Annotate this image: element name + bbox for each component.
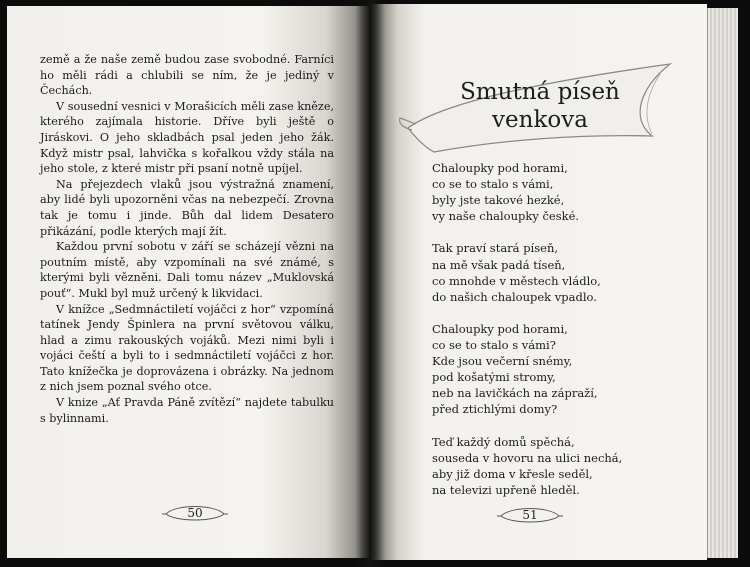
poem-line: pod košatými stromy, [432, 370, 556, 385]
poem-line: na mě však padá tíseň, [432, 257, 566, 272]
poem-stanza [432, 321, 682, 418]
page-number-left [160, 500, 230, 526]
page-edges [707, 8, 738, 558]
poem-line: Chaloupky pod horami, [432, 321, 568, 336]
poem-line: Kde jsou večerní snémy, [432, 354, 573, 369]
poem-text [432, 160, 682, 514]
poem-line: co se to stalo s vámi? [432, 338, 556, 353]
body-paragraph: V knize „Ať Pravda Páně zvítězí“ najdete tabulku s bylinnami. [40, 396, 334, 425]
poem-title-line-1: Smutná píseň [460, 79, 620, 105]
poem-line: Chaloupky pod horami, [432, 161, 568, 175]
page-number-right [495, 502, 565, 528]
book-gutter [355, 0, 385, 567]
poem-stanza [432, 240, 682, 304]
poem-line: Tak praví stará píseň, [432, 241, 559, 256]
poem-title-line-2: venkova [492, 107, 588, 133]
poem-line: vy naše chaloupky české. [432, 209, 580, 224]
poem-title [440, 78, 640, 134]
body-paragraph: V knížce „Sedmnáctiletí vojáčci z hor“ vzpomíná tatínek Jendy Špinlera na první světovou válku, hlad a zimu rakouských vojáků. Mezi nimi byli i vojáci čeští a byli to i sedmnáctiletí vojáčci z hor. Tato knížečka je doprovázena i obrázky. Na jednom z nich jsem poznal svého otce. [40, 302, 334, 394]
poem-line: co se to stalo s vámi, [432, 177, 554, 192]
poem-line: Teď každý domů spěchá, [432, 434, 575, 449]
poem-line: neb na lavičkách na zápraží, [432, 386, 598, 401]
page-number-right-text: 51 [522, 508, 538, 522]
body-paragraph: V sousední vesnici v Morašicích měli zase kněze, kterého zajímala historie. Dříve byli ještě o Jiráskovi. O jeho skladbách psal jeden jeho žák. Když mistr psal, lahvička s kořalkou vždy stála na jeho stole, z které mistr při psaní notně upíjel. [40, 99, 334, 176]
left-page-text [40, 52, 334, 426]
body-paragraph: země a že naše země budou zase svobodné. Farníci ho měli rádi a chlubili se ním, že je jediný v Čechách. [40, 53, 334, 98]
poem-line: souseda v hovoru na ulici nechá, [432, 450, 623, 465]
poem-stanza [432, 160, 682, 224]
poem-line: byly jste takové hezké, [432, 193, 565, 208]
poem-stanza [432, 434, 682, 498]
poem-line: do našich chaloupek vpadlo. [432, 289, 597, 304]
poem-line: co mnohde v městech vládlo, [432, 273, 601, 288]
poem-line: aby již doma v křesle seděl, [432, 466, 593, 481]
body-paragraph: Na přejezdech vlaků jsou výstražná znamení, aby lidé byli upozorněni včas na nebezpečí. Zrovna tak je tomu i jinde. Bůh dal lidem Desatero přikázání, podle kterých mají žít. [40, 177, 334, 238]
page-number-left-text: 50 [187, 506, 203, 520]
poem-line: před ztichlými domy? [432, 402, 558, 417]
body-paragraph: Každou první sobotu v září se scházejí vězni na poutním místě, aby vzpomínali na své známé, s kterými byli vězněni. Dali tomu název „Muklovská pouť“. Mukl byl muž určený k likvidaci. [40, 240, 334, 300]
poem-line: na televizi upřeně hleděl. [432, 482, 580, 497]
